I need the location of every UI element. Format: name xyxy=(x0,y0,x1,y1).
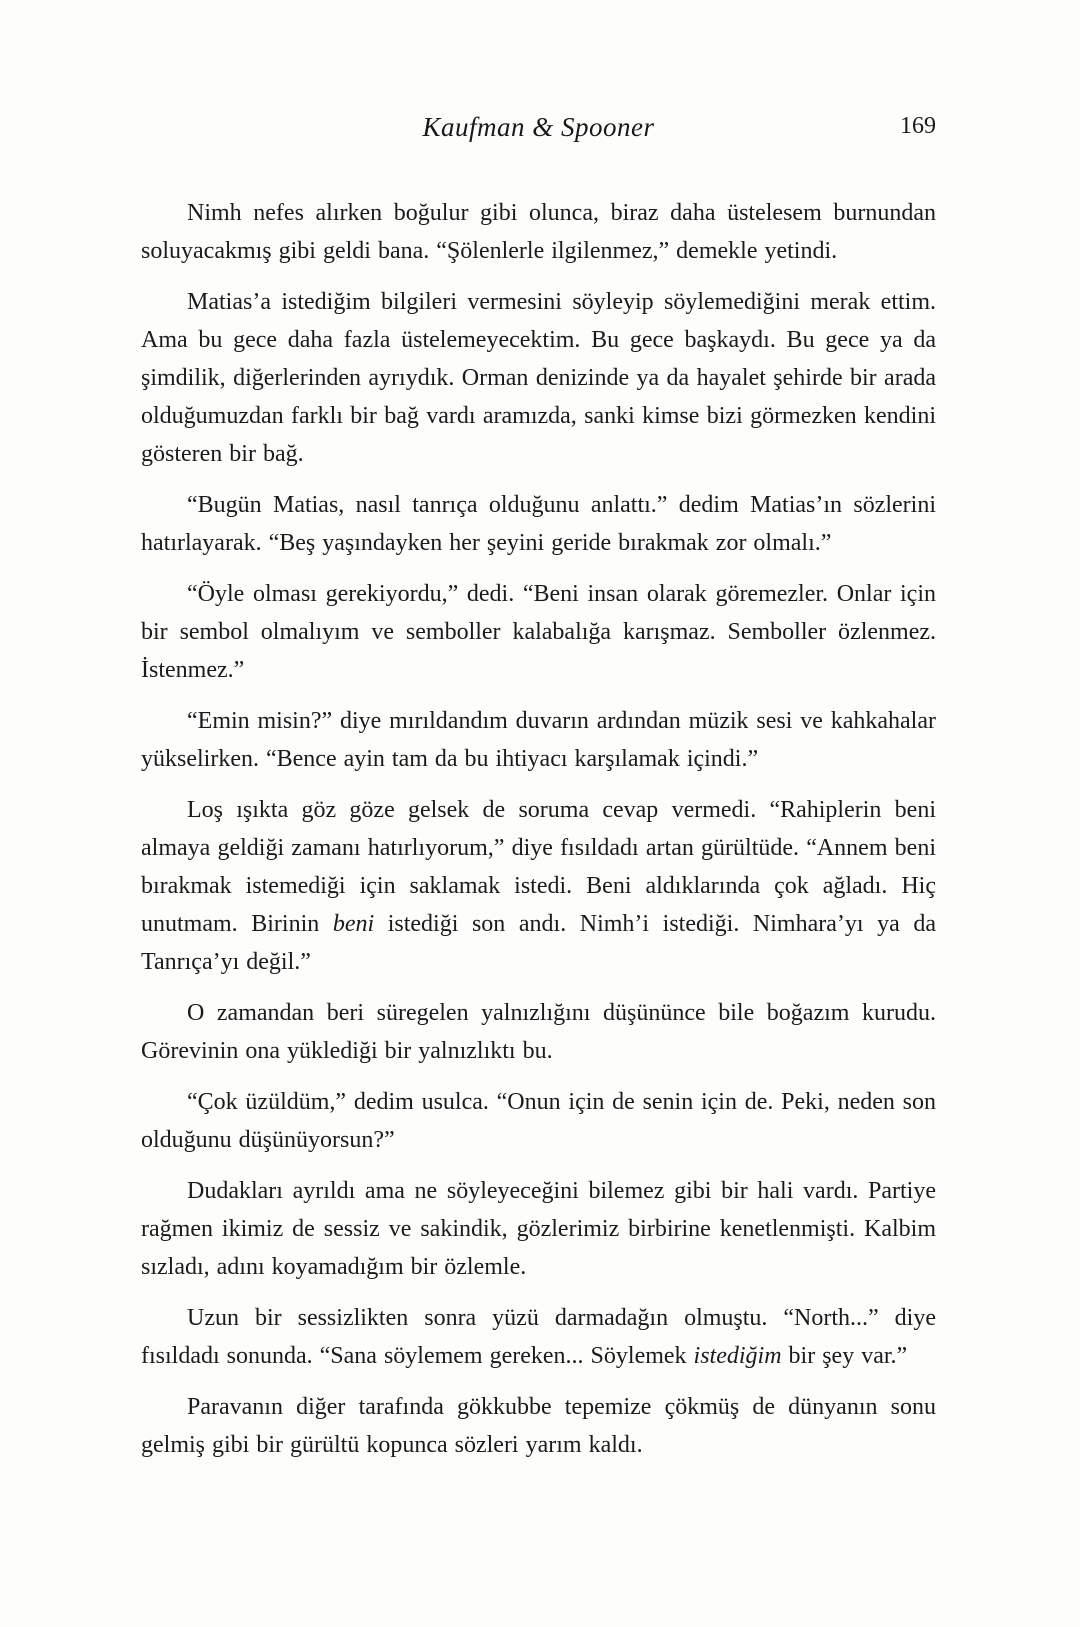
page-body xyxy=(141,194,936,1464)
paragraph xyxy=(141,994,936,1070)
page-number: 169 xyxy=(900,113,936,139)
italic-text-run: istediğim xyxy=(693,1343,782,1369)
text-run: “Bugün Matias, nasıl tanrıça olduğunu anlattı.” dedim Matias’ın sözlerini hatırlayarak. “Beş yaşındayken her şeyini geride bırakmak zor olmalı.” xyxy=(141,492,936,556)
paragraph xyxy=(141,1388,936,1464)
paragraph xyxy=(141,575,936,689)
text-run: O zamandan beri süregelen yalnızlığını düşününce bile boğazım kurudu. Görevinin ona yüklediği bir yalnızlıktı bu. xyxy=(141,1000,936,1064)
paragraph xyxy=(141,1172,936,1286)
text-run: Matias’a istediğim bilgileri vermesini söyleyip söylemediğini merak ettim. Ama bu gece daha fazla üstelemeyecektim. Bu gece başkaydı. Bu gece ya da şimdilik, diğerlerinden ayrıydık. Orman denizinde ya da hayalet şehirde bir arada olduğumuzdan farklı bir bağ vardı aramızda, sanki kimse bizi görmezken kendini gösteren bir bağ. xyxy=(141,289,936,467)
paragraph xyxy=(141,486,936,562)
running-header xyxy=(141,112,936,148)
paragraph xyxy=(141,1083,936,1159)
paragraph xyxy=(141,702,936,778)
italic-text-run: beni xyxy=(332,911,375,937)
paragraphs-container xyxy=(141,194,936,1464)
paragraph xyxy=(141,283,936,473)
paragraph xyxy=(141,194,936,270)
text-run: “Emin misin?” diye mırıldandım duvarın ardından müzik sesi ve kahkahalar yükselirken. “Bence ayin tam da bu ihtiyacı karşılamak içindi.” xyxy=(141,708,936,772)
paragraph xyxy=(141,1299,936,1375)
text-run: “Çok üzüldüm,” dedim usulca. “Onun için de senin için de. Peki, neden son olduğunu düşünüyorsun?” xyxy=(141,1089,936,1153)
text-run: bir şey var.” xyxy=(781,1343,908,1369)
text-run: Dudakları ayrıldı ama ne söyleyeceğini bilemez gibi bir hali vardı. Partiye rağmen ikimiz de sessiz ve sakindik, gözlerimiz birbirine kenetlenmişti. Kalbim sızladı, adını koyamadığım bir özlemle. xyxy=(141,1178,936,1280)
paragraph xyxy=(141,791,936,981)
text-run: Loş ışıkta göz göze gelsek de soruma cevap vermedi. “Rahiplerin beni almaya geldiği zamanı hatırlıyorum,” diye fısıldadı artan gürültüde. “Annem beni bırakmak istemediği için saklamak istedi. Beni aldıklarında çok ağladı. Hiç unutmam. Birinin xyxy=(141,797,936,937)
text-run: Paravanın diğer tarafında gökkubbe tepemize çökmüş de dünyanın sonu gelmiş gibi bir gürültü kopunca sözleri yarım kaldı. xyxy=(141,1394,936,1458)
page xyxy=(141,0,936,1477)
text-run: istediği son andı. Nimh’i istediği. Nimhara’yı ya da Tanrıça’yı değil.” xyxy=(141,911,936,975)
text-run: “Öyle olması gerekiyordu,” dedi. “Beni insan olarak göremezler. Onlar için bir sembol olmalıyım ve semboller kalabalığa karışmaz. Semboller özlenmez. İstenmez.” xyxy=(141,581,936,683)
running-title: Kaufman & Spooner xyxy=(422,112,655,142)
text-run: Uzun bir sessizlikten sonra yüzü darmadağın olmuştu. “North...” diye fısıldadı sonunda. “Sana söylemem gereken... Söylemek xyxy=(141,1305,936,1369)
text-run: Nimh nefes alırken boğulur gibi olunca, biraz daha üstelesem burnundan soluyacakmış gibi geldi bana. “Şölenlerle ilgilenmez,” demekle yetindi. xyxy=(141,200,936,264)
